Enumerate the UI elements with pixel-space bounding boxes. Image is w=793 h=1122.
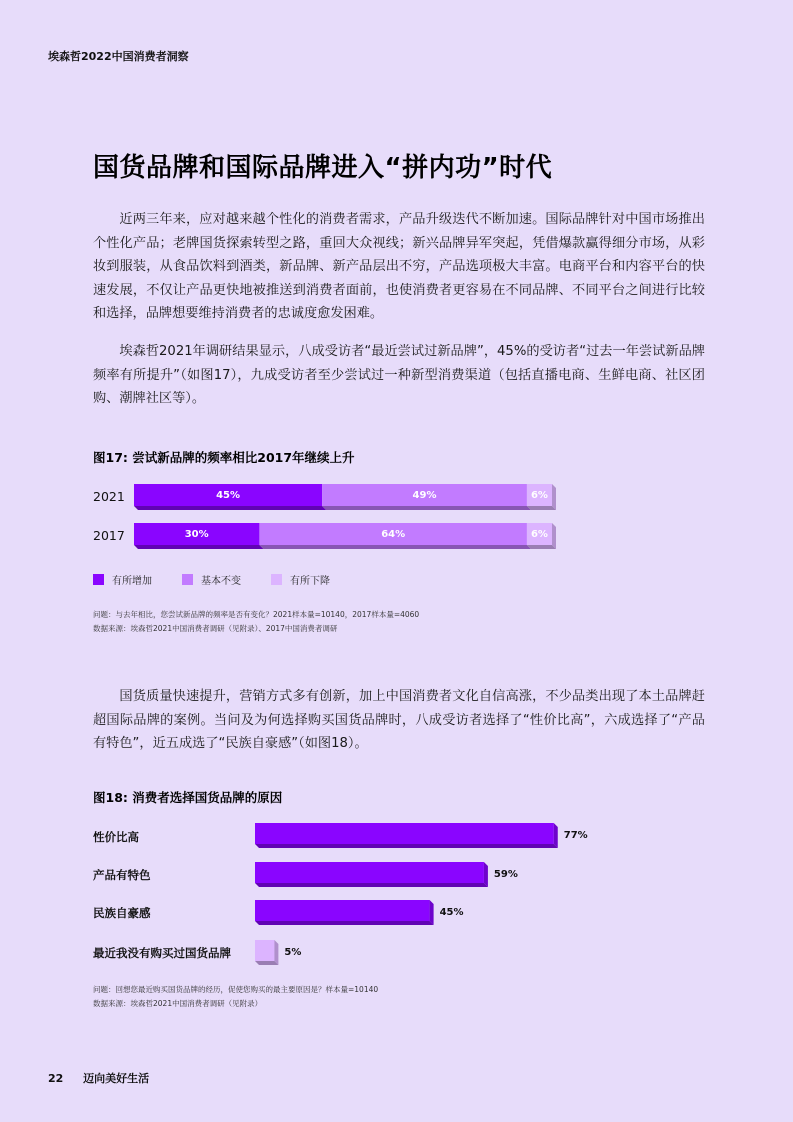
fig17-data-label-2021-s0: 45% (216, 490, 241, 501)
figure18-note-question: 问题：回想您最近购买国货品牌的经历，促使您购买的最主要原因是？样本量=10140 (93, 985, 379, 994)
fig17-bar-side-2021 (552, 484, 556, 510)
fig17-bar-bottom-2017-s0 (134, 545, 263, 549)
legend-label-increase: 有所增加 (112, 576, 152, 587)
fig17-bar-bottom-2017-s2 (527, 545, 556, 549)
fig18-bar-side-1 (484, 862, 488, 887)
fig18-bar-2 (255, 900, 430, 921)
paragraph-2: 埃森哲2021年调研结果显示，八成受访者“最近尝试过新品牌”，45%的受访者“过去一年尝试新品牌频率有所提升”（如图17），九成受访者至少尝试过一种新型消费渠道（包括直播电商、生鲜电商、社区团购、潮牌社区等）。 (93, 344, 705, 406)
page-title: 国货品牌和国际品牌进入“拼内功”时代 (93, 153, 553, 183)
figure17-note-question: 问题：与去年相比，您尝试新品牌的频率是否有变化？2021样本量=10140，2017样本量=4060 (93, 610, 420, 619)
fig18-bar-side-2 (430, 900, 434, 925)
figure18-chart (0, 780, 793, 980)
fig17-data-label-2021-s2: 6% (530, 490, 548, 501)
fig17-year-2017: 2017 (93, 528, 125, 543)
fig18-bar-bottom-1 (255, 883, 488, 887)
figure17-title: 图17: 尝试新品牌的频率相比2017年继续上升 (93, 450, 355, 465)
legend-swatch-same (182, 574, 193, 585)
legend-label-decrease: 有所下降 (290, 576, 330, 587)
legend-swatch-decrease (271, 574, 282, 585)
footer-section: 迈向美好生活 (83, 1072, 150, 1085)
fig18-bar-1 (255, 862, 484, 883)
report-header: 埃森哲2022中国消费者洞察 (48, 50, 189, 63)
figure18-title: 图18: 消费者选择国货品牌的原因 (93, 790, 283, 805)
fig18-data-label-3: 5% (284, 947, 302, 958)
fig17-bar-bottom-2021-s2 (527, 506, 556, 510)
page-number: 22 (48, 1072, 64, 1085)
fig18-bar-bottom-3 (255, 961, 278, 965)
figure18-note-source: 数据来源：埃森哲2021中国消费者调研（见附录） (93, 999, 263, 1008)
fig18-bar-side-3 (274, 940, 278, 965)
figure17-note-source: 数据来源：埃森哲2021中国消费者调研（见附录）、2017中国消费者调研 (93, 624, 338, 633)
paragraph-3: 国货质量快速提升，营销方式多有创新，加上中国消费者文化自信高涨，不少品类出现了本土品牌赶超国际品牌的案例。当问及为何选择购买国货品牌时，八成受访者选择了“性价比高”，六成选择了“产品有特色”，近五成选了“民族自豪感”（如图18）。 (93, 689, 705, 751)
fig18-category-1: 性价比高 (93, 830, 139, 844)
fig17-year-2021: 2021 (93, 489, 125, 504)
fig18-bar-bottom-0 (255, 844, 558, 848)
page-footer (48, 1070, 149, 1086)
fig18-bar-bottom-2 (255, 921, 434, 925)
fig18-data-label-1: 59% (493, 869, 518, 880)
fig18-category-2: 产品有特色 (93, 868, 151, 882)
fig18-bar-side-0 (554, 823, 558, 848)
fig18-bar-0 (255, 823, 554, 844)
paragraph-1: 近两三年来，应对越来越个性化的消费者需求，产品升级迭代不断加速。国际品牌针对中国市场推出个性化产品；老牌国货探索转型之路，重回大众视线；新兴品牌异军突起，凭借爆款赢得细分市场，从彩妆到服装，从食品饮料到酒类，新品牌、新产品层出不穷，产品选项极大丰富。电商平台和内容平台的快速发展，不仅让产品更快地被推送到消费者面前，也使消费者更容易在不同品牌、不同平台之间进行比较和选择，品牌想要维持消费者的忠诚度愈发困难。 (93, 212, 705, 321)
fig18-data-label-0: 77% (563, 830, 588, 841)
fig17-bar-bottom-2021-s1 (322, 506, 531, 510)
figure17-legend (93, 572, 360, 587)
fig17-bar-bottom-2021-s0 (134, 506, 326, 510)
legend-swatch-increase (93, 574, 104, 585)
fig18-category-3: 民族自豪感 (93, 906, 151, 920)
legend-item-increase (93, 572, 152, 587)
legend-label-same: 基本不变 (201, 576, 241, 587)
legend-item-decrease (271, 572, 330, 587)
fig17-data-label-2017-s2: 6% (530, 529, 548, 540)
fig17-data-label-2021-s1: 49% (412, 490, 437, 501)
fig18-category-4: 最近我没有购买过国货品牌 (93, 946, 231, 960)
fig18-data-label-2: 45% (439, 907, 464, 918)
legend-item-same (182, 572, 241, 587)
fig18-bar-3 (255, 940, 274, 961)
fig17-bar-side-2017 (552, 523, 556, 549)
fig17-data-label-2017-s0: 30% (184, 529, 209, 540)
fig17-bar-bottom-2017-s1 (259, 545, 531, 549)
fig17-data-label-2017-s1: 64% (381, 529, 406, 540)
